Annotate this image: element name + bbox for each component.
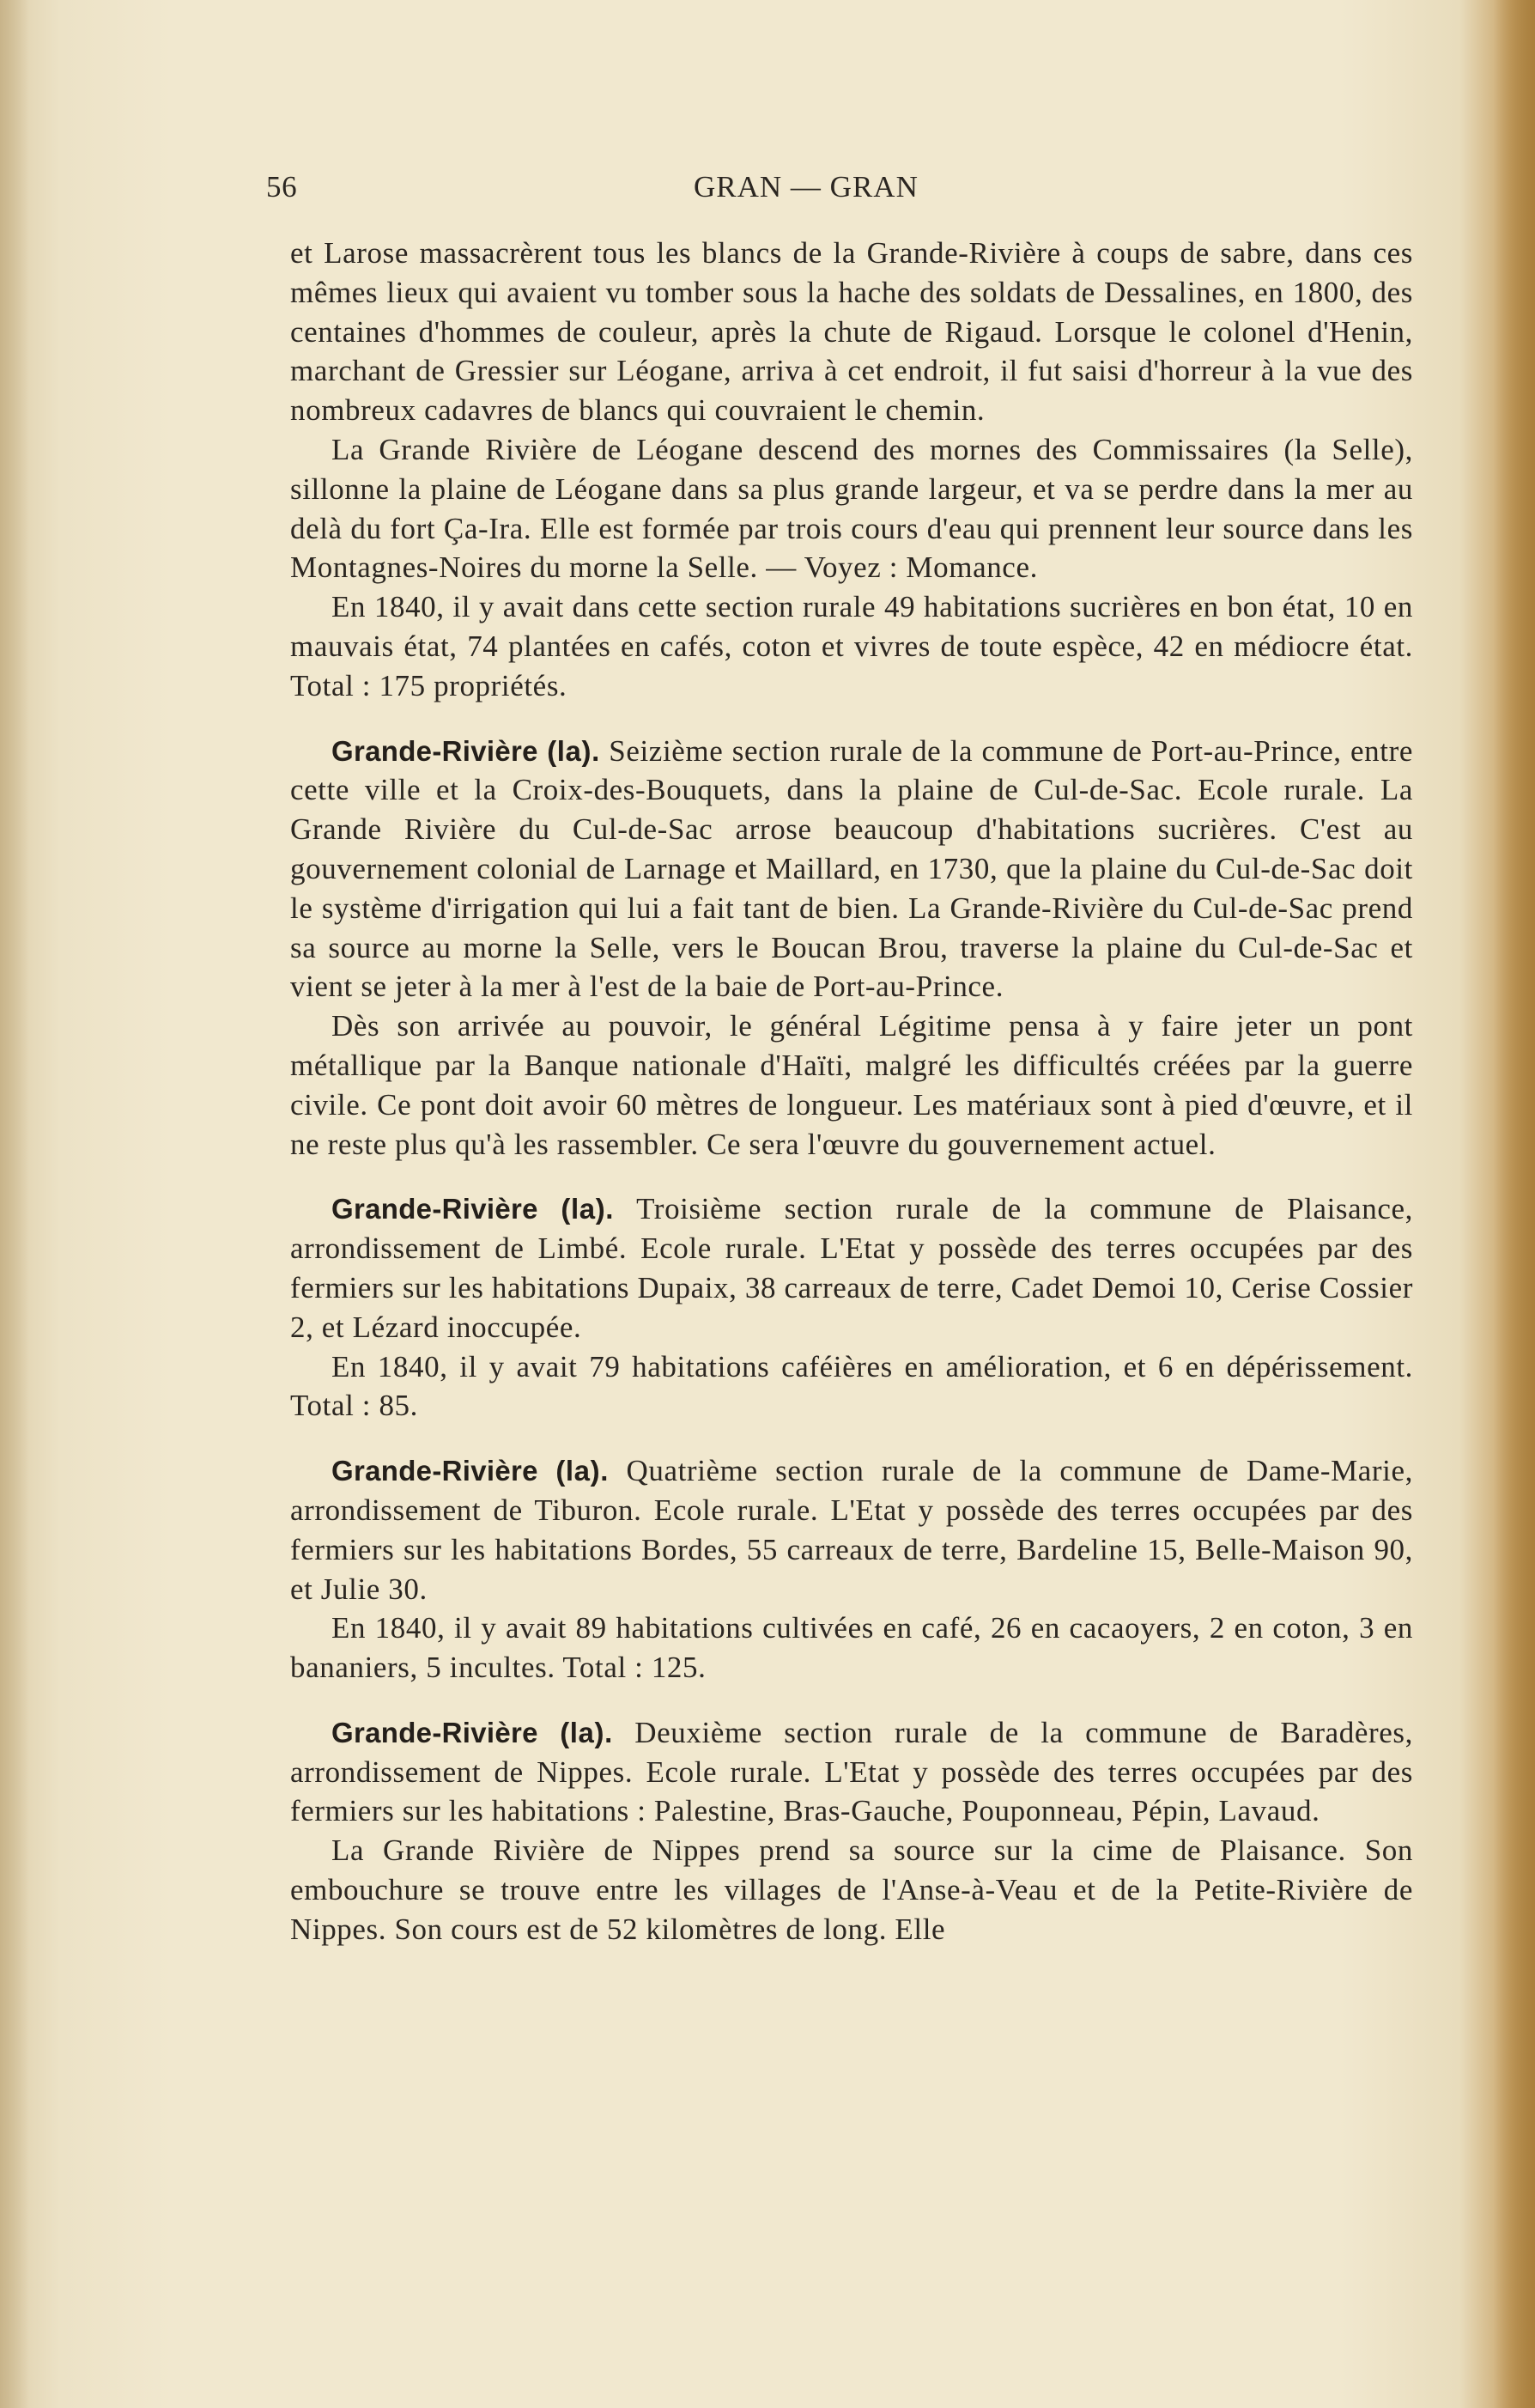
entry-text: Deuxième section rurale de la commune de Baradères, arrondissement de Nippes. Ecole rurale. L'Etat y possède des terres occupées par des fermiers sur les habitations : Palestine, Bras-Gauche, Pouponneau, Pépin, Lavaud. — [290, 1715, 1414, 1828]
entry-headword: Grande-Rivière — [331, 1193, 538, 1225]
entry-article: (la). — [555, 1455, 609, 1487]
entry-paragraph: En 1840, il y avait 89 habitations cultivées en café, 26 en cacaoyers, 2 en coton, 3 en bananiers, 5 incultes. Total : 125. — [290, 1611, 1413, 1685]
continuation-paragraph: En 1840, il y avait dans cette section rurale 49 habitations sucrières en bon état, 10 en mauvais état, 74 plantées en cafés, coton et vivres de toute espèce, 42 en médiocre état. Total : 175 propriétés. — [290, 590, 1413, 702]
entry-paragraph — [290, 732, 1413, 1007]
page-number: 56 — [266, 170, 298, 204]
entry-article: (la). — [560, 1716, 613, 1748]
dictionary-entry — [290, 1451, 1413, 1687]
entry-paragraph — [290, 1451, 1413, 1608]
entry-headword: Grande-Rivière — [331, 734, 538, 767]
entry-article: (la). — [561, 1193, 615, 1225]
entry-paragraph — [290, 1713, 1413, 1831]
dictionary-entry — [290, 1713, 1413, 1949]
entry-text: Seizième section rurale de la commune de Port-au-Prince, entre cette ville et la Croix-des-Bouquets, dans la plaine de Cul-de-Sac. Ecole rurale. La Grande Rivière du Cul-de-Sac arrose beaucoup d'habitations sucrières. C'est au gouvernement colonial de Larnage et Maillard, en 1730, que la plaine du Cul-de-Sac doit le système d'irrigation qui lui a fait tant de bien. La Grande-Rivière du Cul-de-Sac prend sa source au morne la Selle, vers le Boucan Brou, traverse la plaine du Cul-de-Sac et vient se jeter à la mer à l'est de la baie de Port-au-Prince. — [290, 733, 1413, 1004]
continuation-paragraph: et Larose massacrèrent tous les blancs de la Grande-Rivière à coups de sabre, dans ces mêmes lieux qui avaient vu tomber sous la hache des soldats de Dessalines, en 1800, des centaines d'hommes de couleur, après la chute de Rigaud. Lorsque le colonel d'Henin, marchant de Gressier sur Léogane, arriva à cet endroit, il fut saisi d'horreur à la vue des nombreux cadavres de blancs qui couvraient le chemin. — [290, 236, 1413, 428]
entry-text: Quatrième section rurale de la commune de Dame-Marie, arrondissement de Tiburon. Ecole rurale. L'Etat y possède des terres occupées par des fermiers sur les habitations Bordes, 55 carreaux de terre, Bardeline 15, Belle-Maison 90, et Julie 30. — [290, 1454, 1413, 1606]
dictionary-entry — [290, 1189, 1413, 1426]
page-edge-shadow-left — [0, 0, 29, 2408]
running-head — [266, 170, 1413, 211]
entry-headword: Grande-Rivière — [331, 1716, 538, 1748]
entry-headword: Grande-Rivière — [331, 1455, 538, 1487]
dictionary-entry — [290, 732, 1413, 1164]
page-edge-shadow-right — [1494, 0, 1535, 2408]
entry-paragraph: En 1840, il y avait 79 habitations caféières en amélioration, et 6 en dépérissement. Total : 85. — [290, 1349, 1413, 1423]
entry-paragraph: Dès son arrivée au pouvoir, le général Légitime pensa à y faire jeter un pont métallique par la Banque nationale d'Haïti, malgré les difficultés créées par la guerre civile. Ce pont doit avoir 60 mètres de longueur. Les matériaux sont à pied d'œuvre, et il ne reste plus qu'à les rassembler. Ce sera l'œuvre du gouvernement actuel. — [290, 1009, 1413, 1161]
continuation-paragraph: La Grande Rivière de Léogane descend des mornes des Commissaires (la Selle), sillonne la plaine de Léogane dans sa plus grande largeur, et va se perdre dans la mer au delà du fort Ça-Ira. Elle est formée par trois cours d'eau qui prennent leur source dans les Montagnes-Noires du morne la Selle. — Voyez : Momance. — [290, 432, 1413, 585]
entry-paragraph: La Grande Rivière de Nippes prend sa source sur la cime de Plaisance. Son embouchure se trouve entre les villages de l'Anse-à-Veau et de la Petite-Rivière de Nippes. Son cours est de 52 kilomètres de long. Elle — [290, 1833, 1413, 1946]
entry-article: (la). — [547, 734, 600, 767]
running-title: GRAN — GRAN — [694, 170, 919, 204]
text-block — [266, 170, 1414, 1949]
entry-paragraph — [290, 1189, 1413, 1347]
entry-text: Troisième section rurale de la commune de Plaisance, arrondissement de Limbé. Ecole rurale. L'Etat y possède des terres occupées par des fermiers sur les habitations Dupaix, 38 carreaux de terre, Cadet Demoi 10, Cerise Cossier 2, et Lézard inoccupée. — [290, 1192, 1413, 1344]
